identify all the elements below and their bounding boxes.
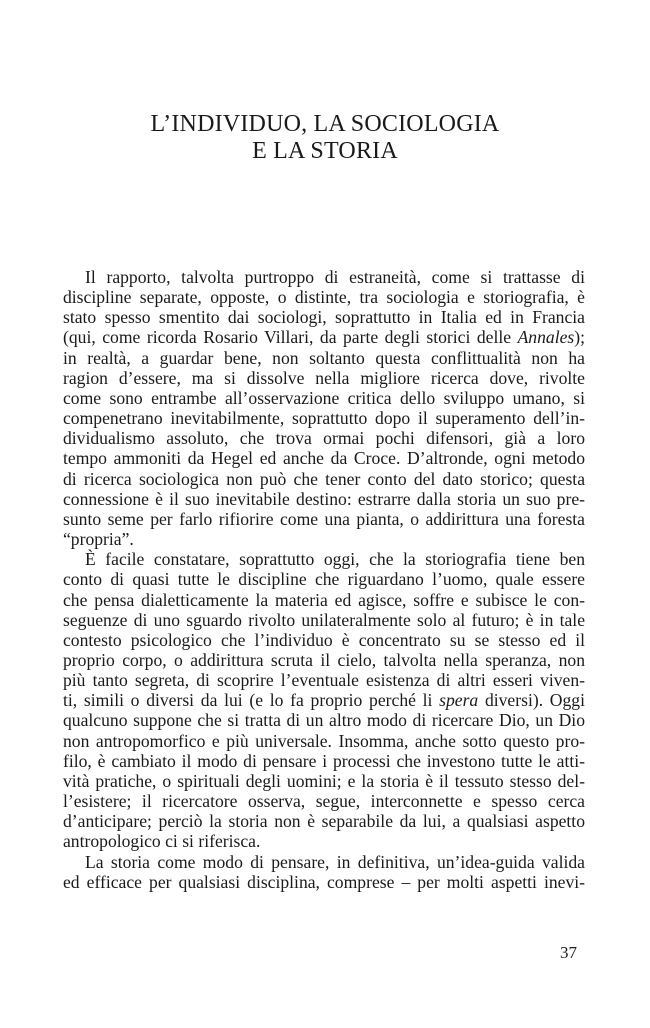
text-segment: Il rapporto, talvolta purtroppo di estraneità, come si trattasse di <box>85 267 585 287</box>
text-segment: compenetrano inevitabilmente, soprattutto dopo il superamento dell’in- <box>63 408 585 429</box>
text-segment: sunto seme per farlo rifiorire come una pianta, o addirittura una foresta <box>63 508 585 529</box>
text-segment: l’esistere; il ricercatore osserva, segue, interconnette e spesso cerca <box>63 791 585 812</box>
chapter-title-line-1: L’INDIVIDUO, LA SOCIOLOGIA <box>150 111 500 137</box>
text-segment: in realtà, a guardar bene, non soltanto questa conflittualità non ha <box>63 347 585 368</box>
text-segment: filo, è cambiato il modo di pensare i processi che investono tutte le atti- <box>63 750 585 771</box>
text-line <box>63 469 585 489</box>
text-line <box>63 610 585 630</box>
text-segment: qualcuno suppone che si tratta di un altro modo di ricercare Dio, un Dio <box>63 710 585 731</box>
chapter-title <box>0 111 650 165</box>
text-line <box>63 489 585 509</box>
text-line <box>63 388 585 408</box>
text-line <box>63 771 585 791</box>
text-segment: La storia come modo di pensare, in definitiva, un’idea-guida valida <box>85 851 585 872</box>
text-line <box>63 872 585 892</box>
text-segment: più tanto segreta, di scoprire l’eventuale esistenza di altri esseri viven- <box>63 670 585 691</box>
text-line <box>63 529 585 549</box>
text-segment: stato spesso smentito dai sociologi, soprattutto in Italia ed in Francia <box>63 307 585 328</box>
text-segment: “propria”. <box>63 529 134 550</box>
text-line <box>63 408 585 428</box>
text-segment: È facile constatare, soprattutto oggi, che la storiografia tiene ben <box>85 549 585 570</box>
text-segment: dividualismo assoluto, che trova ormai pochi difensori, già a loro <box>63 428 585 449</box>
text-segment: ); <box>574 327 585 348</box>
text-line <box>63 852 585 872</box>
text-segment: vità pratiche, o spirituali degli uomini; e la storia è il tessuto stesso del- <box>63 770 585 791</box>
text-line <box>63 690 585 710</box>
text-segment: contesto psicologico che l’individuo è concentrato su se stesso ed il <box>63 629 585 650</box>
text-line <box>63 509 585 529</box>
text-line <box>63 569 585 589</box>
text-line <box>63 811 585 831</box>
page-number: 37 <box>560 943 577 962</box>
text-segment: discipline separate, opposte, o distinte, tra sociologia e storiografia, è <box>63 287 585 308</box>
body-text <box>63 267 585 892</box>
text-segment: antropologico ci si riferisca. <box>63 831 261 852</box>
text-segment: che pensa dialetticamente la materia ed agisce, soffre e subisce le con- <box>63 589 585 610</box>
text-segment: ed efficace per qualsiasi disciplina, comprese – per molti aspetti inevi- <box>63 871 585 892</box>
text-segment: ti, simili o diversi da lui (e lo fa proprio perché li <box>63 690 440 711</box>
text-line <box>63 731 585 751</box>
chapter-title-line-2: E LA STORIA <box>252 138 398 164</box>
italic-term: Annales <box>517 327 575 348</box>
text-segment: seguenze di uno sguardo rivolto unilateralmente solo al futuro; è in tale <box>63 609 585 630</box>
text-line <box>63 287 585 307</box>
text-line <box>63 307 585 327</box>
text-line <box>63 670 585 690</box>
text-segment: (qui, come ricorda Rosario Villari, da parte degli storici delle <box>63 327 518 348</box>
text-line <box>63 751 585 771</box>
italic-term: spera <box>439 690 479 711</box>
text-segment: d’anticipare; perciò la storia non è separabile da lui, a qualsiasi aspetto <box>63 811 585 832</box>
text-segment: come sono entrambe all’osservazione critica dello sviluppo umano, si <box>63 387 585 408</box>
text-line <box>63 428 585 448</box>
text-line <box>63 368 585 388</box>
text-segment: ragion d’essere, ma si dissolve nella migliore ricerca dove, rivolte <box>63 367 585 388</box>
text-line <box>63 650 585 670</box>
text-line <box>63 791 585 811</box>
text-segment: diversi). Oggi <box>478 690 585 711</box>
text-line <box>63 267 585 287</box>
text-segment: non antropomorfico e più universale. Insomma, anche sotto questo pro- <box>63 730 585 751</box>
text-line <box>63 549 585 569</box>
text-line <box>63 590 585 610</box>
text-segment: tempo ammoniti da Hegel ed anche da Croce. D’altronde, ogni metodo <box>63 448 585 469</box>
text-line <box>63 710 585 730</box>
text-segment: di ricerca sociologica non può che tener conto del dato storico; questa <box>63 468 585 489</box>
text-line <box>63 327 585 347</box>
text-line <box>63 831 585 851</box>
text-line <box>63 348 585 368</box>
text-segment: proprio corpo, o addirittura scruta il cielo, talvolta nella speranza, non <box>63 649 585 670</box>
text-line <box>63 630 585 650</box>
text-segment: conto di quasi tutte le discipline che riguardano l’uomo, quale essere <box>63 569 585 590</box>
text-segment: connessione è il suo inevitabile destino: estrarre dalla storia un suo pre- <box>63 488 585 509</box>
text-line <box>63 448 585 468</box>
